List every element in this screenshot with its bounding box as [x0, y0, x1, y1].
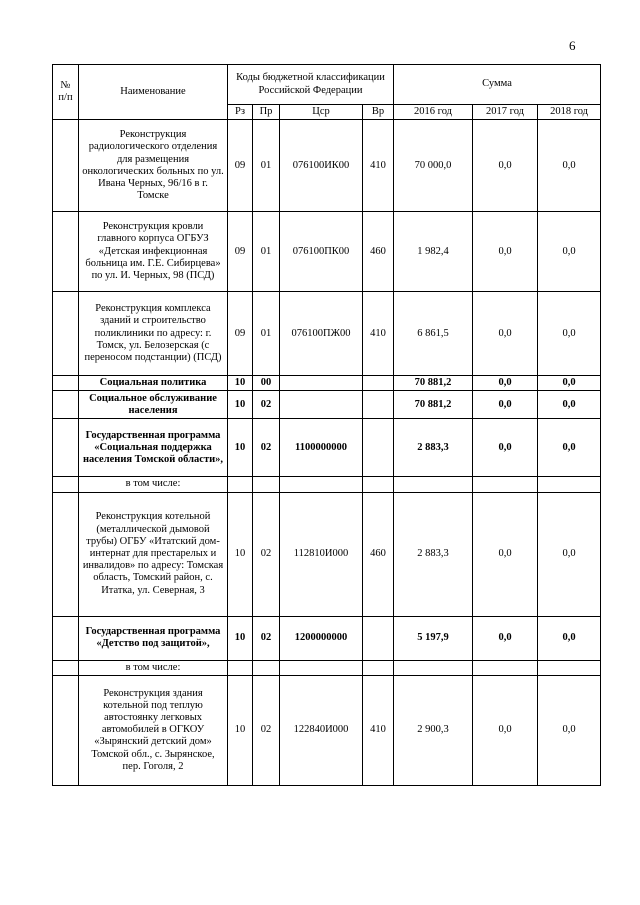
- row-2016: 2 900,3: [394, 675, 473, 785]
- row-rz: 10: [228, 419, 253, 477]
- row-2016: 2 883,3: [394, 419, 473, 477]
- table-row: [53, 292, 601, 376]
- row-number: [53, 477, 79, 492]
- row-pr: 02: [253, 492, 280, 616]
- row-2018: 0,0: [538, 492, 601, 616]
- header-2017: 2017 год: [473, 105, 538, 120]
- row-pr: [253, 477, 280, 492]
- row-csr: 076100ПЖ00: [280, 292, 363, 376]
- row-pr: 01: [253, 292, 280, 376]
- row-csr: [280, 376, 363, 391]
- row-vr: 410: [363, 292, 394, 376]
- row-2018: 0,0: [538, 376, 601, 391]
- row-2018: 0,0: [538, 675, 601, 785]
- row-2018: 0,0: [538, 391, 601, 419]
- row-csr: 1100000000: [280, 419, 363, 477]
- row-pr: 01: [253, 120, 280, 212]
- row-csr: 076100ИК00: [280, 120, 363, 212]
- row-2016: 70 881,2: [394, 376, 473, 391]
- table-row: [53, 477, 601, 492]
- row-pr: 01: [253, 212, 280, 292]
- row-2017: 0,0: [473, 492, 538, 616]
- row-csr: 122840И000: [280, 675, 363, 785]
- row-vr: [363, 419, 394, 477]
- row-pr: 00: [253, 376, 280, 391]
- header-sum: Сумма: [394, 65, 601, 105]
- row-name: в том числе:: [79, 660, 228, 675]
- row-rz: [228, 660, 253, 675]
- row-number: [53, 376, 79, 391]
- row-csr: 076100ПК00: [280, 212, 363, 292]
- row-csr: [280, 391, 363, 419]
- row-name: Социальная политика: [79, 376, 228, 391]
- row-name: Государственная программа «Детство под защитой»,: [79, 616, 228, 660]
- row-2017: 0,0: [473, 419, 538, 477]
- row-2016: 1 982,4: [394, 212, 473, 292]
- table-row: [53, 376, 601, 391]
- row-name: Реконструкция котельной (металлической дымовой трубы) ОГБУ «Итатский дом-интернат для престарелых и инвалидов» по адресу: Томская область, Томский район, с. Итатка, ул. Северная, 3: [79, 492, 228, 616]
- row-vr: 410: [363, 675, 394, 785]
- row-csr: 112810И000: [280, 492, 363, 616]
- row-2017: [473, 660, 538, 675]
- row-name: Реконструкция радиологического отделения для размещения онкологических больных по ул. Ивана Черных, 96/16 в г. Томске: [79, 120, 228, 212]
- row-number: [53, 212, 79, 292]
- row-number: [53, 120, 79, 212]
- row-rz: 10: [228, 492, 253, 616]
- table-row: [53, 675, 601, 785]
- table-row: [53, 492, 601, 616]
- table-row: [53, 212, 601, 292]
- header-pr: Пр: [253, 105, 280, 120]
- row-rz: 10: [228, 675, 253, 785]
- row-2016: 70 881,2: [394, 391, 473, 419]
- header-csr: Цср: [280, 105, 363, 120]
- row-2017: 0,0: [473, 376, 538, 391]
- row-csr: [280, 477, 363, 492]
- row-2017: 0,0: [473, 212, 538, 292]
- table-row: [53, 120, 601, 212]
- row-csr: 1200000000: [280, 616, 363, 660]
- row-2016: 6 861,5: [394, 292, 473, 376]
- row-2017: 0,0: [473, 120, 538, 212]
- row-2016: 2 883,3: [394, 492, 473, 616]
- row-vr: [363, 616, 394, 660]
- header-vr: Вр: [363, 105, 394, 120]
- row-vr: [363, 477, 394, 492]
- table-row: [53, 391, 601, 419]
- row-2018: 0,0: [538, 616, 601, 660]
- row-vr: 410: [363, 120, 394, 212]
- row-number: [53, 419, 79, 477]
- row-2018: 0,0: [538, 292, 601, 376]
- row-rz: 09: [228, 120, 253, 212]
- row-pr: 02: [253, 391, 280, 419]
- row-number: [53, 675, 79, 785]
- header-rz: Рз: [228, 105, 253, 120]
- row-vr: 460: [363, 492, 394, 616]
- row-number: [53, 616, 79, 660]
- table-row: [53, 616, 601, 660]
- row-name: Государственная программа «Социальная поддержка населения Томской области»,: [79, 419, 228, 477]
- row-rz: 10: [228, 376, 253, 391]
- row-number: [53, 492, 79, 616]
- header-codes: Коды бюджетной классификации Российской Федерации: [228, 65, 394, 105]
- page-number: 6: [569, 38, 576, 53]
- row-2017: [473, 477, 538, 492]
- row-vr: 460: [363, 212, 394, 292]
- row-name: Реконструкция кровли главного корпуса ОГБУЗ «Детская инфекционная больница им. Г.Е. Сибирцева» по ул. И. Черных, 98 (ПСД): [79, 212, 228, 292]
- row-name: в том числе:: [79, 477, 228, 492]
- row-rz: 09: [228, 292, 253, 376]
- row-number: [53, 292, 79, 376]
- row-csr: [280, 660, 363, 675]
- row-2018: [538, 660, 601, 675]
- row-rz: 10: [228, 616, 253, 660]
- row-name: Социальное обслуживание населения: [79, 391, 228, 419]
- row-pr: 02: [253, 616, 280, 660]
- row-pr: 02: [253, 419, 280, 477]
- row-rz: 09: [228, 212, 253, 292]
- row-name: Реконструкция комплекса зданий и строительство поликлиники по адресу: г. Томск, ул. Белозерская (с переносом подстанции) (ПСД): [79, 292, 228, 376]
- header-2016: 2016 год: [394, 105, 473, 120]
- row-2017: 0,0: [473, 292, 538, 376]
- row-number: [53, 391, 79, 419]
- header-name: Наименование: [79, 65, 228, 120]
- row-name: Реконструкция здания котельной под теплую автостоянку легковых автомобилей в ОГКОУ «Зырянский детский дом» Томской обл., с. Зырянское, пер. Гоголя, 2: [79, 675, 228, 785]
- row-2017: 0,0: [473, 675, 538, 785]
- row-2018: 0,0: [538, 419, 601, 477]
- row-2018: [538, 477, 601, 492]
- row-2016: 70 000,0: [394, 120, 473, 212]
- table-row: [53, 419, 601, 477]
- budget-table: [52, 64, 601, 786]
- header-number: № п/п: [53, 65, 79, 120]
- row-pr: [253, 660, 280, 675]
- row-vr: [363, 376, 394, 391]
- row-2018: 0,0: [538, 212, 601, 292]
- row-rz: [228, 477, 253, 492]
- row-pr: 02: [253, 675, 280, 785]
- row-2017: 0,0: [473, 391, 538, 419]
- table-row: [53, 660, 601, 675]
- row-number: [53, 660, 79, 675]
- row-2016: 5 197,9: [394, 616, 473, 660]
- row-2017: 0,0: [473, 616, 538, 660]
- header-2018: 2018 год: [538, 105, 601, 120]
- row-2018: 0,0: [538, 120, 601, 212]
- row-vr: [363, 660, 394, 675]
- row-vr: [363, 391, 394, 419]
- row-2016: [394, 660, 473, 675]
- row-2016: [394, 477, 473, 492]
- row-rz: 10: [228, 391, 253, 419]
